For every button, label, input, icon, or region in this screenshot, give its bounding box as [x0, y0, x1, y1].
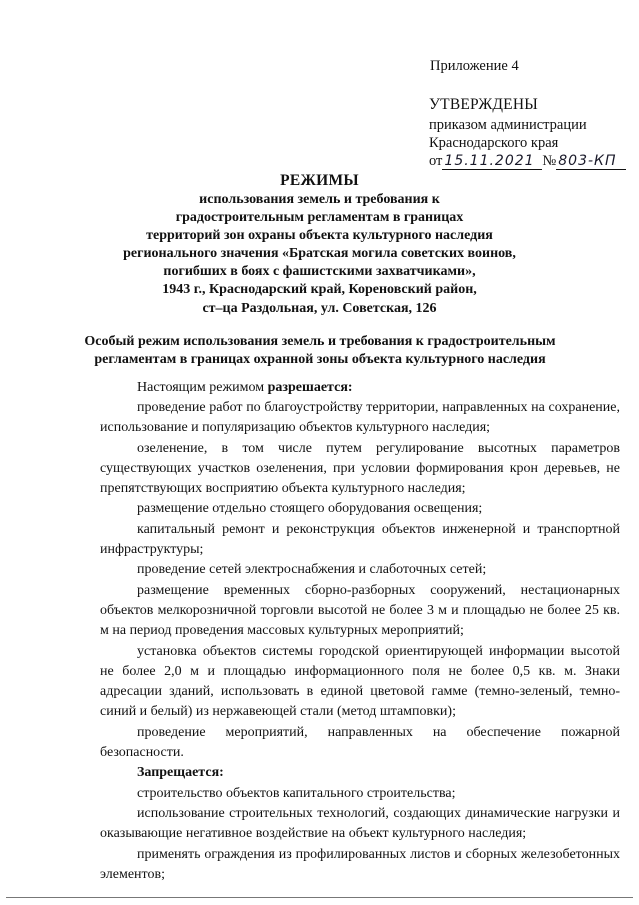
permitted-item: проведение мероприятий, направленных на обеспечение пожарной безопасности. — [100, 724, 620, 761]
handwritten-number: 803-КП — [556, 153, 626, 170]
permitted-item: размещение отдельно стоящего оборудования освещения; — [137, 501, 483, 517]
permitted-item: установка объектов системы городской ориентирующей информации высотой не более 2,0 м и площадью информационного поля не более 0,5 кв. м. Знаки адресации зданий, использовать в единой цветовой гамме (темно-зеленый, темно-синий и белый) из нержавеющей стали (метод штамповки); — [100, 643, 620, 720]
subtitle-line: регионального значения «Братская могила советских воинов, — [123, 246, 516, 262]
permitted-list — [100, 398, 620, 885]
permitted-intro-prefix: Настоящим режимом — [137, 380, 268, 395]
document-title: РЕЖИМЫ — [280, 172, 359, 189]
subtitle-line: территорий зон охраны объекта культурного наследия — [146, 228, 493, 244]
subtitle-line: градостроительным регламентам в границах — [175, 210, 464, 226]
permitted-item: размещение временных сборно-разборных сооружений, нестационарных объектов мелкорозничной торговли высотой не более 3 м и площадью не более 25 кв. м на период проведения массовых культурных мероприятий; — [100, 582, 620, 639]
order-line-1: приказом администрации — [429, 117, 587, 133]
section-heading-line-1: Особый режим использования земель и требования к градостроительным — [84, 334, 556, 349]
permitted-intro-bold: разрешается: — [267, 380, 353, 395]
prohibited-item: применять ограждения из профилированных листов и сборных железобетонных элементов; — [100, 846, 620, 882]
appendix-label: Приложение 4 — [430, 58, 519, 74]
subtitle-line: ст–ца Раздольная, ул. Советская, 126 — [202, 300, 437, 316]
handwritten-date: 15.11.2021 — [442, 153, 542, 170]
document-subtitle — [60, 191, 579, 318]
approved-label: УТВЕРЖДЕНЫ — [429, 96, 538, 113]
section-heading — [30, 333, 610, 369]
prohibited-heading: Запрещается: — [137, 765, 224, 781]
section-heading-line-2: регламентам в границах охранной зоны объекта культурного наследия — [94, 352, 546, 367]
permitted-item: озеленение, в том числе путем регулирование высотных параметров существующих участков озеленения, при условии формирования крон деревьев, не препятствующих восприятию объекта культурного наследия; — [100, 440, 620, 497]
subtitle-line: использования земель и требования к — [199, 192, 440, 207]
order-line-2: Краснодарского края — [429, 135, 559, 151]
permitted-item: проведение работ по благоустройству территории, направленных на сохранение, использование и популяризацию объектов культурного наследия; — [100, 400, 620, 436]
permitted-intro — [100, 378, 620, 398]
permitted-item: капитальный ремонт и реконструкция объектов инженерной и транспортной инфраструктуры; — [100, 521, 620, 558]
number-sign: № — [542, 153, 557, 169]
order-date-number-line — [429, 153, 626, 170]
subtitle-line: 1943 г., Краснодарский край, Кореновский район, — [162, 282, 477, 298]
permitted-item: проведение сетей электроснабжения и слаботочных сетей; — [137, 562, 487, 578]
date-prefix: от — [429, 153, 443, 169]
prohibited-item: строительство объектов капитального строительства; — [137, 785, 456, 801]
subtitle-line: погибших в боях с фашистскими захватчиками», — [163, 264, 476, 280]
bottom-divider — [6, 897, 633, 898]
prohibited-item: использование строительных технологий, создающих динамические нагрузки и оказывающие негативное воздействие на объект культурного наследия; — [100, 805, 620, 842]
